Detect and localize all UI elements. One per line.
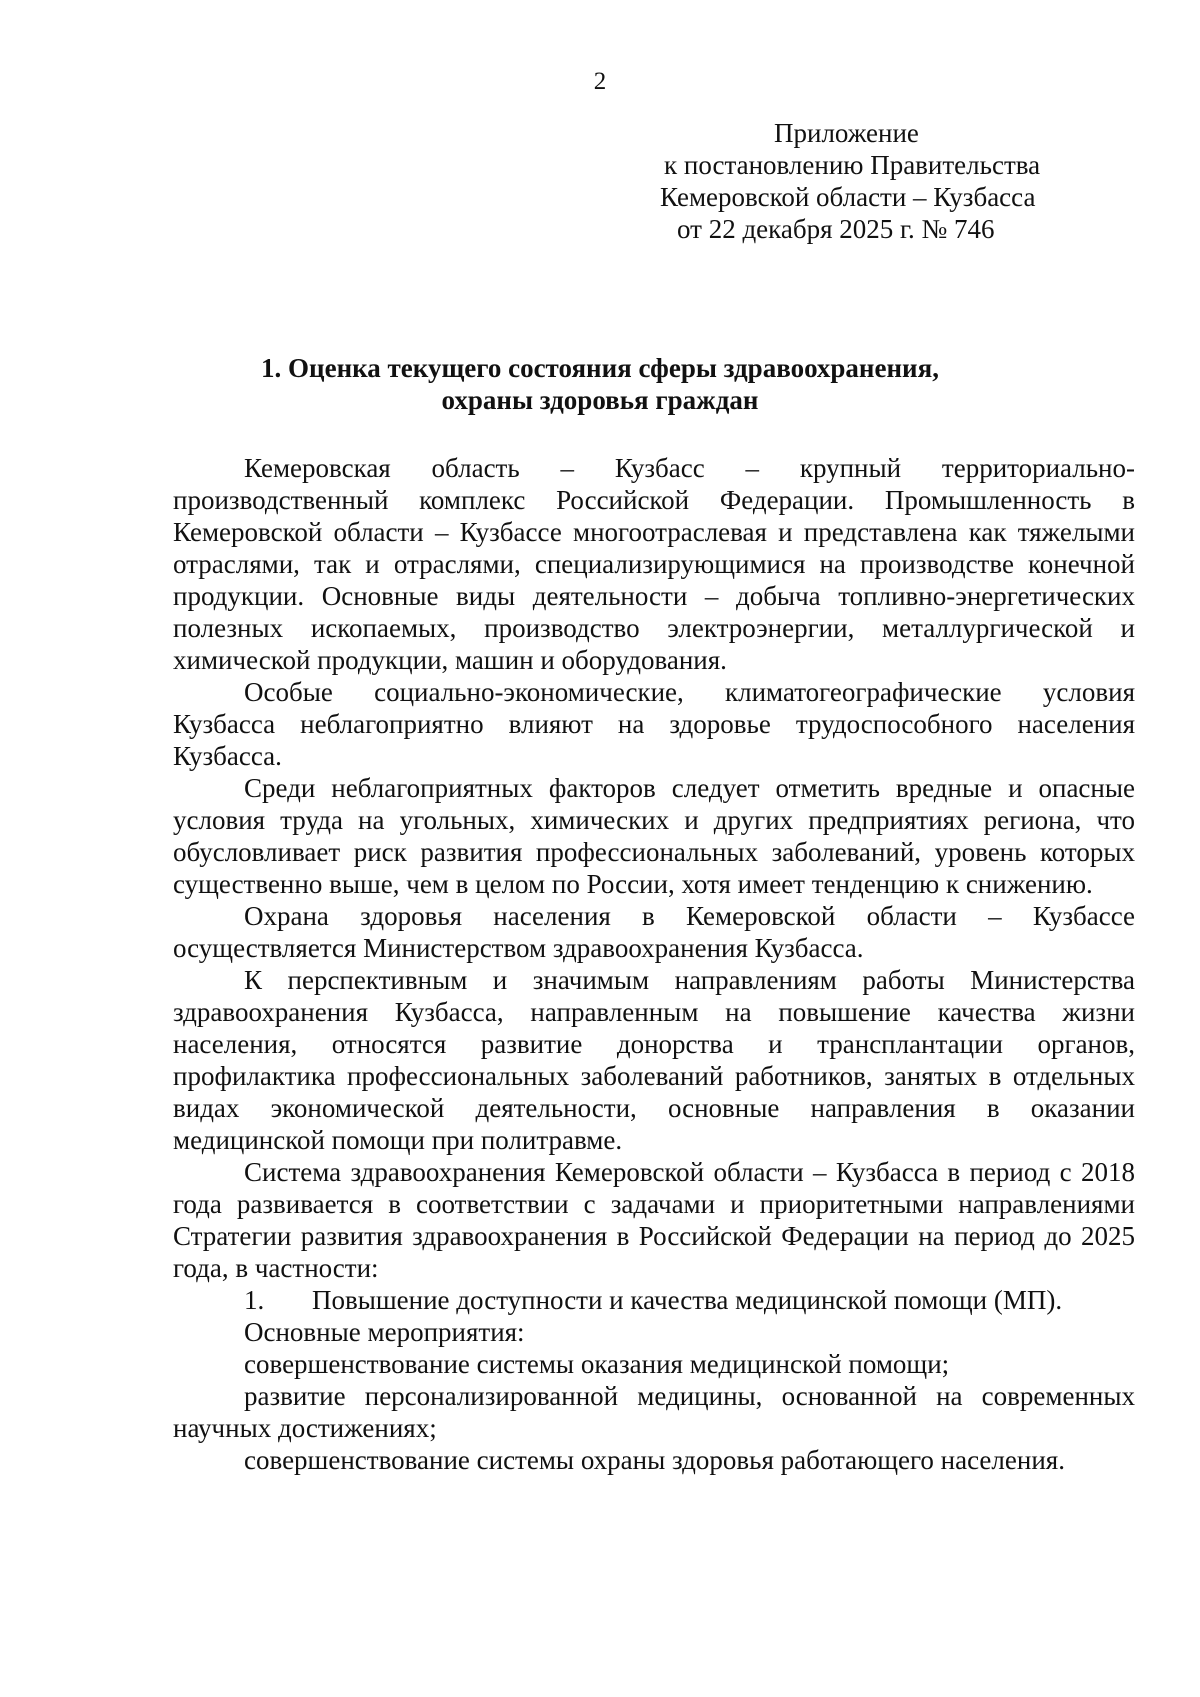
page-number: 2 — [593, 68, 607, 95]
measure-3: совершенствование системы охраны здоровья работающего населения. — [244, 1445, 1065, 1475]
body-text — [173, 452, 1135, 1476]
paragraph-5: К перспективным и значимым направлениям работы Министерства здравоохранения Кузбасса, направленным на повышение качества жизни населения, относятся развитие донорства и трансплантации органов, профилактика профессиональных заболеваний работников, занятых в отдельных видах экономической деятельности, основные направления в оказании медицинской помощи при политравме. — [173, 965, 1135, 1155]
paragraph-3: Среди неблагоприятных факторов следует отметить вредные и опасные условия труда на угольных, химических и других предприятиях региона, что обусловливает риск развития профессиональных заболеваний, уровень которых существенно выше, чем в целом по России, хотя имеет тенденцию к снижению. — [173, 773, 1135, 899]
paragraph-2: Особые социально-экономические, климатогеографические условия Кузбасса неблагоприятно влияют на здоровье трудоспособного населения Кузбасса. — [173, 677, 1135, 771]
measure-2: развитие персонализированной медицины, основанной на современных научных достижениях; — [173, 1381, 1135, 1443]
appendix-block — [650, 117, 1130, 245]
section-title-line-2: охраны здоровья граждан — [441, 385, 759, 415]
section-title — [160, 352, 1040, 416]
measure-1: совершенствование системы оказания медицинской помощи; — [244, 1349, 950, 1379]
measures-heading: Основные мероприятия: — [244, 1317, 525, 1347]
appendix-region-line: Кемеровской области – Кузбасса — [660, 182, 1036, 212]
appendix-resolution-line: к постановлению Правительства — [664, 150, 1041, 180]
appendix-title: Приложение — [774, 118, 919, 148]
paragraph-4: Охрана здоровья населения в Кемеровской области – Кузбассе осуществляется Министерством здравоохранения Кузбасса. — [173, 901, 1135, 963]
list-item-text: Повышение доступности и качества медицинской помощи (МП). — [312, 1285, 1063, 1315]
list-item-1 — [173, 1284, 1135, 1316]
appendix-date-line: от 22 декабря 2025 г. № 746 — [677, 214, 995, 244]
paragraph-1: Кемеровская область – Кузбасс – крупный территориально-производственный комплекс Российской Федерации. Промышленность в Кемеровской области – Кузбассе многоотраслевая и представлена как тяжелыми отраслями, так и отраслями, специализирующимися на производстве конечной продукции. Основные виды деятельности – добыча топливно-энергетических полезных ископаемых, производство электроэнергии, металлургической и химической продукции, машин и оборудования. — [173, 453, 1135, 675]
list-item-number: 1. — [244, 1285, 265, 1315]
paragraph-6: Система здравоохранения Кемеровской области – Кузбасса в период с 2018 года развивается в соответствии с задачами и приоритетными направлениями Стратегии развития здравоохранения в Российской Федерации на период до 2025 года, в частности: — [173, 1157, 1135, 1283]
section-title-line-1: 1. Оценка текущего состояния сферы здравоохранения, — [261, 353, 939, 383]
